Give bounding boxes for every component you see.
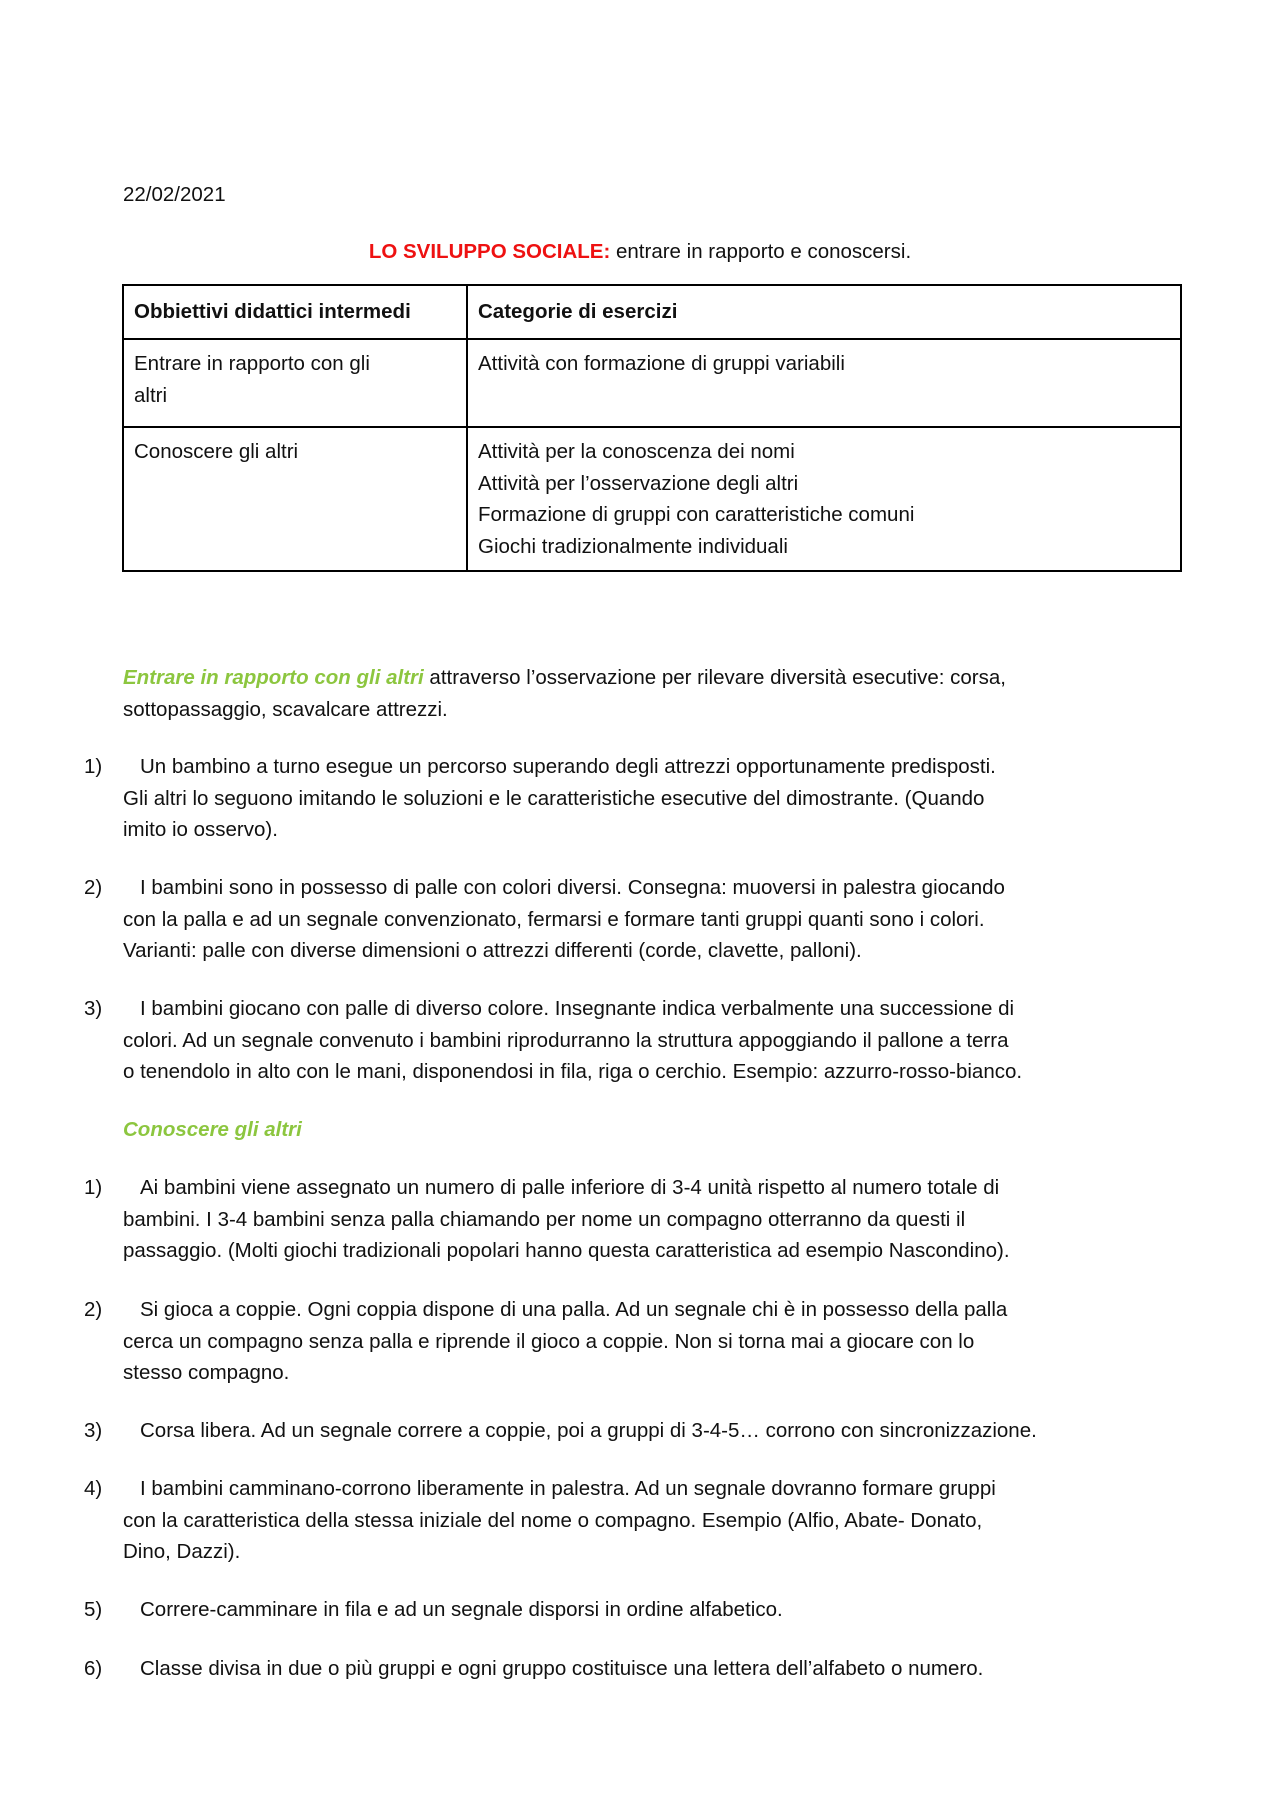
cell-line: Formazione di gruppi con caratteristiche comuni (478, 503, 915, 527)
cell-line: Attività per la conoscenza dei nomi (478, 440, 795, 463)
list-item-line: cerca un compagno senza palla e riprende il gioco a coppie. Non si torna mai a giocare con lo (123, 1329, 975, 1353)
document-title (0, 237, 1280, 267)
table-row (123, 339, 1181, 427)
cell-line: Giochi tradizionalmente individuali (478, 534, 788, 558)
table-cell-categories (467, 427, 1181, 571)
section2-heading: Conoscere gli altri (123, 1118, 302, 1141)
list-number: 3) (84, 1419, 103, 1442)
list-item-line: Un bambino a turno esegue un percorso superando degli attrezzi opportunamente predisposti. (140, 755, 996, 778)
list-number: 2) (84, 876, 103, 899)
list-item-line: I bambini sono in possesso di palle con colori diversi. Consegna: muoversi in palestra giocando (140, 876, 1005, 899)
objectives-table (122, 284, 1182, 572)
table-header: Obbiettivi didattici intermedi (123, 285, 467, 339)
list-item-line: colori. Ad un segnale convenuto i bambini riprodurranno la struttura appoggiando il pallone a terra (123, 1028, 1009, 1052)
list-number: 3) (84, 997, 103, 1020)
list-item-line: I bambini camminano-corrono liberamente in palestra. Ad un segnale dovranno formare gruppi (140, 1477, 996, 1500)
intro-text: sottopassaggio, scavalcare attrezzi. (123, 697, 448, 721)
list-item (123, 872, 1005, 967)
list-item-line: con la caratteristica della stessa iniziale del nome o compagno. Esempio (Alfio, Abate- Donato, (123, 1508, 983, 1532)
list-item (123, 1473, 996, 1568)
list-item-line: Varianti: palle con diverse dimensioni o attrezzi differenti (corde, clavette, palloni). (123, 939, 862, 963)
list-item-line: Si gioca a coppie. Ogni coppia dispone di una palla. Ad un segnale chi è in possesso della palla (140, 1298, 1008, 1321)
cell-line: Conoscere gli altri (134, 440, 299, 463)
table-cell-categories (467, 339, 1181, 427)
cell-line: Attività per l’osservazione degli altri (478, 471, 799, 495)
list-item (123, 1172, 1010, 1267)
list-number: 2) (84, 1298, 103, 1321)
list-item-line: I bambini giocano con palle di diverso colore. Insegnante indica verbalmente una successione di (140, 997, 1015, 1020)
section1-intro (123, 662, 1006, 725)
list-item (123, 1294, 1007, 1389)
cell-line: Entrare in rapporto con gli (134, 352, 370, 375)
title-highlight: LO SVILUPPO SOCIALE: (368, 240, 611, 263)
list-item (123, 751, 996, 846)
list-item-line: con la palla e ad un segnale convenzionato, fermarsi e formare tanti gruppi quanti sono i colori. (123, 907, 985, 931)
list-item-line: Dino, Dazzi). (123, 1540, 241, 1564)
list-item-line: Corsa libera. Ad un segnale correre a coppie, poi a gruppi di 3-4-5… corrono con sincronizzazione. (140, 1419, 1037, 1442)
list-item-line: o tenendolo in alto con le mani, disponendosi in fila, riga o cerchio. Esempio: azzurro-rosso-bianco. (123, 1060, 1023, 1084)
cell-line: Attività con formazione di gruppi variabili (478, 352, 845, 375)
list-item (123, 1415, 1037, 1447)
list-item (123, 1653, 983, 1685)
document-date: 22/02/2021 (123, 183, 226, 206)
list-number: 4) (84, 1477, 103, 1500)
list-number: 1) (84, 755, 103, 778)
list-item-line: Gli altri lo seguono imitando le soluzioni e le caratteristiche esecutive del dimostrante. (Quando (123, 786, 985, 810)
list-item-line: imito io osservo). (123, 818, 278, 842)
table-header: Categorie di esercizi (467, 285, 1181, 339)
intro-text: attraverso l’osservazione per rilevare diversità esecutive: corsa, (423, 666, 1006, 689)
list-number: 1) (84, 1176, 103, 1199)
list-item-line: passaggio. (Molti giochi tradizionali popolari hanno questa caratteristica ad esempio Nascondino). (123, 1239, 1010, 1263)
section1-heading: Entrare in rapporto con gli altri (123, 666, 424, 689)
list-item (123, 1594, 783, 1626)
cell-line: altri (134, 383, 168, 407)
list-item-line: Correre-camminare in fila e ad un segnale disporsi in ordine alfabetico. (140, 1598, 783, 1621)
title-rest: entrare in rapporto e conoscersi. (610, 240, 912, 263)
list-number: 6) (84, 1657, 103, 1680)
list-item (123, 993, 1022, 1088)
list-number: 5) (84, 1598, 103, 1621)
list-item-line: Ai bambini viene assegnato un numero di palle inferiore di 3-4 unità rispetto al numero totale di (140, 1176, 1000, 1199)
table-cell-objective (123, 339, 467, 427)
list-item-line: stesso compagno. (123, 1361, 290, 1385)
table-cell-objective (123, 427, 467, 571)
table-row (123, 427, 1181, 571)
table-header-row (123, 285, 1181, 339)
list-item-line: bambini. I 3-4 bambini senza palla chiamando per nome un compagno otterranno da questi il (123, 1207, 966, 1231)
list-item-line: Classe divisa in due o più gruppi e ogni gruppo costituisce una lettera dell’alfabeto o numero. (140, 1657, 984, 1680)
